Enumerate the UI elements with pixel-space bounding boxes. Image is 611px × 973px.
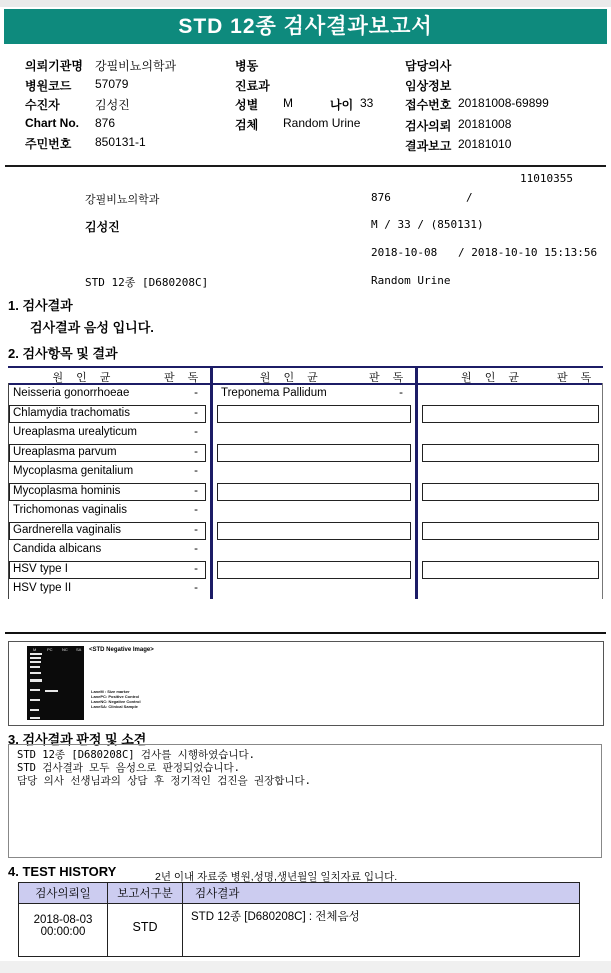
- pathogen-row: [8, 405, 210, 424]
- gel-lane-captions: [91, 689, 141, 709]
- meta-chart-slash: /: [466, 191, 473, 204]
- gel-lane-label: M: [33, 647, 37, 652]
- pathogen-row: [421, 405, 603, 424]
- history-note: 2년 이내 자료중 병원,성명,생년월일 일치자료 입니다.: [155, 871, 398, 883]
- pathogen-name: Gardnerella vaginalis: [13, 523, 122, 536]
- pathogen-row-box: [217, 405, 411, 423]
- report-title-banner: [4, 9, 607, 44]
- pathogen-row: [421, 561, 603, 580]
- pathogen-result: -: [194, 523, 198, 536]
- gel-image-frame: [8, 641, 604, 726]
- pathogen-name: Mycoplasma genitalium: [13, 465, 134, 477]
- pathogen-name: Mycoplasma hominis: [13, 484, 121, 497]
- pathogen-row-box: [422, 483, 599, 501]
- comment-line: STD 12종 [D680208C] 검사를 시행하였습니다.: [17, 749, 256, 761]
- pathogen-row: [216, 541, 415, 560]
- gel-lane-label: SA: [76, 647, 82, 652]
- info-label: 나이: [330, 98, 354, 112]
- pathogen-name: Trichomonas vaginalis: [13, 504, 127, 516]
- gel-band: [30, 657, 41, 659]
- comment-line: 담당 의사 선생님과의 상담 후 정기적인 검진을 권장합니다.: [17, 775, 312, 787]
- pathogen-row: [421, 424, 603, 443]
- pathogen-row: [216, 561, 415, 580]
- info-label: 주민번호: [25, 137, 72, 151]
- info-value: 강필비뇨의학과: [95, 59, 177, 73]
- table-divider: [415, 366, 418, 599]
- pathogen-row: [8, 444, 210, 463]
- info-label: 진료과: [235, 79, 270, 93]
- pathogen-name: HSV type I: [13, 562, 68, 575]
- info-value: Random Urine: [283, 116, 361, 130]
- info-value: 876: [95, 116, 116, 130]
- pathogen-column-group: [8, 385, 210, 599]
- meta-hospital: 강필비뇨의학과: [85, 193, 160, 206]
- pathogen-result: -: [194, 484, 198, 497]
- section1-result: 검사결과 음성 입니다.: [30, 320, 154, 335]
- pathogen-row: [421, 463, 603, 482]
- info-value: 33: [360, 96, 374, 110]
- history-header-cell: 검사의뢰일: [19, 883, 108, 904]
- pathogen-result: -: [194, 387, 198, 399]
- pathogen-name: Candida albicans: [13, 543, 102, 555]
- history-date-cell: [19, 904, 108, 957]
- pathogen-row: [216, 580, 415, 599]
- test-history-table: [18, 882, 580, 957]
- meta-request-date: 2018-10-08: [371, 246, 438, 259]
- history-date-line: 2018-08-03: [33, 914, 93, 926]
- column-header-pathogen: 원 인 균: [259, 372, 323, 384]
- pathogen-name: Neisseria gonorrhoeae: [13, 387, 130, 399]
- pathogen-row-box: [422, 405, 599, 423]
- gel-caption-line: LaneSA: Clinical Sample: [91, 704, 138, 709]
- info-label: 결과보고: [405, 139, 452, 153]
- pathogen-row-box: [217, 444, 411, 462]
- pathogen-result: -: [194, 465, 198, 477]
- meta-patient-name: 김성진: [85, 220, 120, 234]
- document-number: 11010355: [520, 172, 573, 185]
- pathogen-row-box: [422, 522, 599, 540]
- page-top-strip: [0, 0, 611, 7]
- report-title: STD 12종 검사결과보고서: [178, 15, 433, 38]
- pathogen-name: HSV type II: [13, 582, 72, 594]
- info-label: 성별: [235, 98, 259, 112]
- pathogen-result: -: [194, 582, 198, 594]
- meta-report-datetime: / 2018-10-10 15:13:56: [458, 246, 598, 259]
- pathogen-row: [216, 444, 415, 463]
- pathogen-row-box: [422, 561, 599, 579]
- info-value: 20181008: [458, 117, 512, 131]
- meta-demographics: M / 33 / (850131): [371, 218, 484, 231]
- column-header-result: 판 독: [557, 372, 597, 384]
- gel-electrophoresis-image: [27, 646, 84, 720]
- pathogen-row: [216, 463, 415, 482]
- section2-heading: 2. 검사항목 및 결과: [8, 346, 118, 361]
- pathogen-result: -: [399, 387, 403, 399]
- history-time-line: 00:00:00: [40, 926, 86, 938]
- gel-band: [30, 661, 41, 663]
- table-divider: [210, 366, 213, 599]
- info-label: 접수번호: [405, 98, 452, 112]
- pathogen-result: -: [194, 504, 198, 516]
- pathogen-row: [421, 385, 603, 404]
- pathogen-row: [216, 385, 415, 404]
- gel-image-title: <STD Negative Image>: [89, 647, 154, 653]
- gel-separator-line: [5, 632, 606, 634]
- column-header-pathogen: 원 인 균: [52, 372, 116, 384]
- table-top-border: [8, 366, 603, 368]
- gel-caption-line: LaneNC: Negative Control: [91, 699, 141, 704]
- comment-box: [8, 744, 602, 858]
- pathogen-name: Ureaplasma urealyticum: [13, 426, 137, 438]
- pathogen-name: Ureaplasma parvum: [13, 445, 117, 458]
- gel-band: [30, 653, 42, 655]
- meta-specimen: Random Urine: [371, 274, 451, 287]
- gel-band: [30, 717, 40, 719]
- gel-caption-line: LaneM : Size marker: [91, 689, 130, 694]
- pathogen-row-box: [217, 522, 411, 540]
- pathogen-row: [421, 444, 603, 463]
- pathogen-column-group: [421, 385, 603, 599]
- meta-chart-no: 876: [371, 191, 391, 204]
- comment-line: STD 검사결과 모두 음성으로 판정되었습니다.: [17, 762, 241, 774]
- info-value: 김성진: [95, 98, 130, 112]
- info-value: M: [283, 96, 293, 110]
- pathogen-row: [8, 463, 210, 482]
- section3-heading: 3. 검사결과 판정 및 소견: [8, 732, 147, 747]
- pathogen-result-table: [8, 366, 603, 599]
- info-label: 의뢰기관명: [25, 59, 83, 73]
- history-header-cell: 보고서구분: [108, 883, 183, 904]
- pathogen-result: -: [194, 445, 198, 458]
- column-header-result: 판 독: [164, 372, 204, 384]
- pathogen-row: [8, 561, 210, 580]
- gel-band: [30, 679, 42, 682]
- separator-line: [5, 165, 606, 167]
- section4-heading: 4. TEST HISTORY: [8, 864, 117, 879]
- gel-band: [45, 690, 58, 692]
- pathogen-row: [8, 580, 210, 599]
- gel-band: [30, 689, 40, 691]
- gel-band: [30, 672, 41, 674]
- pathogen-result: -: [194, 406, 198, 419]
- page-bottom-strip: [0, 961, 611, 973]
- gel-lane-label: PC: [47, 647, 53, 652]
- meta-test-name: STD 12종 [D680208C]: [85, 276, 209, 289]
- history-header-cell: 검사결과: [183, 883, 580, 904]
- info-label: 검체: [235, 118, 259, 132]
- pathogen-row: [8, 522, 210, 541]
- pathogen-row: [8, 502, 210, 521]
- pathogen-row: [8, 385, 210, 404]
- pathogen-result: -: [194, 562, 198, 575]
- info-value: 850131-1: [95, 135, 146, 149]
- info-value: 20181010: [458, 137, 512, 151]
- pathogen-row: [216, 483, 415, 502]
- gel-band: [30, 699, 40, 701]
- gel-band: [30, 666, 40, 668]
- pathogen-row: [421, 580, 603, 599]
- pathogen-row-box: [217, 561, 411, 579]
- info-label: 병동: [235, 59, 259, 73]
- pathogen-row: [8, 483, 210, 502]
- gel-band: [30, 709, 39, 711]
- pathogen-name: Treponema Pallidum: [221, 387, 327, 399]
- gel-caption-line: LanePC: Positive Control: [91, 694, 140, 699]
- column-header-pathogen: 원 인 균: [461, 372, 525, 384]
- history-type-cell: STD: [108, 904, 183, 957]
- info-label: 병원코드: [25, 79, 72, 93]
- pathogen-name: Chlamydia trachomatis: [13, 406, 130, 419]
- info-label: 수진자: [25, 98, 60, 112]
- pathogen-column-group: [216, 385, 415, 599]
- pathogen-row: [421, 483, 603, 502]
- gel-lane-label: NC: [62, 647, 68, 652]
- pathogen-row-box: [422, 444, 599, 462]
- pathogen-row: [216, 424, 415, 443]
- column-header-result: 판 독: [369, 372, 409, 384]
- pathogen-row: [8, 424, 210, 443]
- info-label: 담당의사: [405, 59, 452, 73]
- pathogen-row-box: [217, 483, 411, 501]
- info-value: 57079: [95, 77, 129, 91]
- pathogen-row: [216, 502, 415, 521]
- info-label: 임상정보: [405, 79, 452, 93]
- info-value: 20181008-69899: [458, 96, 549, 110]
- pathogen-row: [421, 502, 603, 521]
- pathogen-result: -: [194, 543, 198, 555]
- pathogen-row: [8, 541, 210, 560]
- info-label: Chart No.: [25, 116, 79, 130]
- pathogen-row: [216, 522, 415, 541]
- history-result-cell: STD 12종 [D680208C] : 전체음성: [183, 904, 580, 957]
- info-label: 검사의뢰: [405, 119, 452, 133]
- pathogen-row: [421, 541, 603, 560]
- section1-heading: 1. 검사결과: [8, 298, 73, 313]
- pathogen-row: [421, 522, 603, 541]
- pathogen-result: -: [194, 426, 198, 438]
- pathogen-row: [216, 405, 415, 424]
